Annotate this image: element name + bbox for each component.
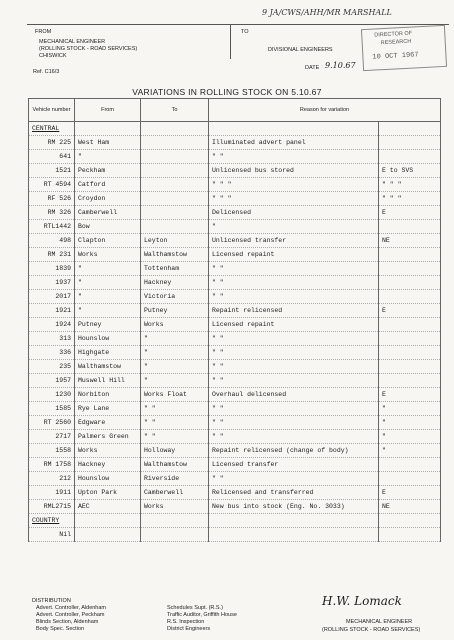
table-cell: [141, 178, 209, 192]
table-cell: ": [141, 332, 209, 346]
table-cell: Peckham: [75, 164, 141, 178]
table-cell: Catford: [75, 178, 141, 192]
table-cell: [75, 514, 141, 528]
table-row: [29, 136, 441, 150]
table-row: [29, 262, 441, 276]
table-cell: ": [379, 416, 441, 430]
table-row: [29, 402, 441, 416]
table-cell: Repaint relicensed: [209, 304, 379, 318]
table-cell: [75, 122, 141, 136]
table-row: [29, 248, 441, 262]
signatory-line-1: MECHANICAL ENGINEER: [346, 619, 413, 625]
table-cell: Edgware: [75, 416, 141, 430]
to-value: DIVISIONAL ENGINEERS: [268, 47, 333, 53]
table-cell: ": [75, 304, 141, 318]
table-cell: Unlicensed bus stored: [209, 164, 379, 178]
table-row: [29, 500, 441, 514]
table-cell: " ": [141, 402, 209, 416]
table-cell: [379, 332, 441, 346]
table-row: [29, 388, 441, 402]
table-cell: 1911: [29, 486, 75, 500]
table-cell: [379, 346, 441, 360]
table-cell: ": [141, 346, 209, 360]
table-row: [29, 528, 441, 542]
table-cell: [379, 472, 441, 486]
table-cell: NE: [379, 234, 441, 248]
table-cell: RM 326: [29, 206, 75, 220]
section-row: [29, 514, 441, 528]
signature: H.W. Lomack: [322, 594, 402, 608]
table-row: [29, 444, 441, 458]
table-cell: Rye Lane: [75, 402, 141, 416]
table-cell: RM 225: [29, 136, 75, 150]
table-cell: 1585: [29, 402, 75, 416]
to-label: TO: [241, 29, 249, 35]
table-cell: RM 1758: [29, 458, 75, 472]
signatory-line-2: (ROLLING STOCK - ROAD SERVICES): [322, 627, 421, 633]
table-cell: Bow: [75, 220, 141, 234]
table-row: [29, 178, 441, 192]
table-cell: [379, 360, 441, 374]
table-cell: ": [75, 150, 141, 164]
table-cell: 313: [29, 332, 75, 346]
table-cell: E to SVS: [379, 164, 441, 178]
table-row: [29, 290, 441, 304]
stamp-line-1: DIRECTOR OF: [374, 30, 413, 39]
table-cell: 2717: [29, 430, 75, 444]
table-cell: [209, 514, 379, 528]
table-cell: [141, 136, 209, 150]
table-cell: [379, 122, 441, 136]
table-row: [29, 220, 441, 234]
table-cell: 1957: [29, 374, 75, 388]
table-cell: [141, 122, 209, 136]
table-cell: RTL1442: [29, 220, 75, 234]
table-cell: [379, 150, 441, 164]
table-cell: 1230: [29, 388, 75, 402]
table-row: [29, 192, 441, 206]
table-row: [29, 416, 441, 430]
table-row: [29, 206, 441, 220]
stamp-date: 10 OCT 1967: [372, 51, 419, 62]
table-cell: ": [141, 374, 209, 388]
table-cell: RT 4594: [29, 178, 75, 192]
table-cell: [379, 262, 441, 276]
distribution-item: R.S. Inspection: [167, 619, 205, 625]
table-cell: 1558: [29, 444, 75, 458]
date-label: DATE: [305, 65, 320, 71]
table-cell: Putney: [141, 304, 209, 318]
table-cell: Delicensed: [209, 206, 379, 220]
table-cell: New bus into stock (Eng. No. 3033): [209, 500, 379, 514]
table-cell: AEC: [75, 500, 141, 514]
from-label: FROM: [35, 29, 52, 35]
table-cell: [379, 220, 441, 234]
table-cell: Muswell Hill: [75, 374, 141, 388]
from-line-2: (ROLLING STOCK - ROAD SERVICES): [39, 46, 138, 52]
handwritten-distribution: 9 JA/CWS/AHH/MR MARSHALL: [262, 8, 392, 17]
table-cell: " ": [209, 472, 379, 486]
table-cell: " ": [209, 402, 379, 416]
table-cell: [141, 514, 209, 528]
table-cell: ": [379, 430, 441, 444]
table-cell: [379, 514, 441, 528]
table-cell: E: [379, 486, 441, 500]
from-line-1: MECHANICAL ENGINEER: [39, 39, 106, 45]
table-cell: " ": [209, 332, 379, 346]
table-cell: " ": [209, 346, 379, 360]
distribution-item: District Engineers: [167, 626, 211, 632]
table-cell: RM 231: [29, 248, 75, 262]
table-header-row: [29, 99, 441, 122]
distribution-item: Traffic Auditor, Griffith House: [167, 612, 237, 618]
table-cell: Hounslow: [75, 472, 141, 486]
table-cell: Illuminated advert panel: [209, 136, 379, 150]
table-row: [29, 276, 441, 290]
table-cell: [209, 528, 379, 542]
table-cell: 641: [29, 150, 75, 164]
table-cell: ": [75, 276, 141, 290]
table-cell: 336: [29, 346, 75, 360]
table-cell: " ": [209, 150, 379, 164]
table-cell: " ": [209, 262, 379, 276]
table-cell: 1839: [29, 262, 75, 276]
table-cell: 1924: [29, 318, 75, 332]
date-value: 9.10.67: [325, 61, 356, 70]
table-cell: [379, 528, 441, 542]
table-cell: Hackney: [141, 276, 209, 290]
table-cell: Works: [141, 318, 209, 332]
table-cell: ": [209, 220, 379, 234]
col-header-from: From: [75, 99, 141, 122]
variations-table: [28, 98, 441, 542]
table-cell: 235: [29, 360, 75, 374]
table-cell: West Ham: [75, 136, 141, 150]
distribution-item: Advert. Controller, Peckham: [36, 612, 105, 618]
table-cell: " " ": [379, 178, 441, 192]
table-row: [29, 318, 441, 332]
table-cell: Works Float: [141, 388, 209, 402]
table-cell: E: [379, 304, 441, 318]
table-cell: [379, 290, 441, 304]
table-cell: NE: [379, 500, 441, 514]
distribution-item: Advert. Controller, Aldenham: [36, 605, 107, 611]
table-cell: Clapton: [75, 234, 141, 248]
distribution-label: DISTRIBUTION: [32, 598, 71, 604]
table-cell: Nil: [29, 528, 75, 542]
table-cell: [75, 528, 141, 542]
table-row: [29, 304, 441, 318]
table-cell: Works: [75, 248, 141, 262]
table-row: [29, 332, 441, 346]
table-cell: Victoria: [141, 290, 209, 304]
table-cell: ": [141, 360, 209, 374]
table-cell: [141, 192, 209, 206]
table-row: [29, 486, 441, 500]
table-cell: " ": [209, 276, 379, 290]
stamp-line-2: RESEARCH: [380, 38, 412, 47]
table-cell: [379, 276, 441, 290]
table-cell: RF 526: [29, 192, 75, 206]
table-row: [29, 430, 441, 444]
table-cell: " " ": [379, 192, 441, 206]
distribution-item: Body Spec. Section: [36, 626, 85, 632]
table-cell: " ": [209, 430, 379, 444]
table-cell: [379, 136, 441, 150]
table-cell: Works: [75, 444, 141, 458]
distribution-item: Schedules Supt. (R.S.): [167, 605, 223, 611]
table-cell: 498: [29, 234, 75, 248]
received-stamp: [361, 25, 447, 71]
table-cell: Licensed repaint: [209, 318, 379, 332]
table-cell: Camberwell: [75, 206, 141, 220]
table-cell: Relicensed and transferred: [209, 486, 379, 500]
table-cell: 1921: [29, 304, 75, 318]
table-row: [29, 360, 441, 374]
section-row: [29, 122, 441, 136]
table-cell: Putney: [75, 318, 141, 332]
table-cell: [379, 248, 441, 262]
table-row: [29, 234, 441, 248]
table-row: [29, 164, 441, 178]
table-cell: ": [75, 290, 141, 304]
table-cell: RT 2560: [29, 416, 75, 430]
table-cell: [379, 458, 441, 472]
table-cell: E: [379, 206, 441, 220]
table-cell: Riverside: [141, 472, 209, 486]
table-cell: 1937: [29, 276, 75, 290]
table-cell: Hounslow: [75, 332, 141, 346]
from-line-3: CHISWICK: [39, 53, 67, 59]
col-header-to: To: [141, 99, 209, 122]
document-title: VARIATIONS IN ROLLING STOCK ON 5.10.67: [132, 87, 322, 97]
table-cell: Upton Park: [75, 486, 141, 500]
table-cell: " ": [141, 416, 209, 430]
table-cell: Works: [141, 500, 209, 514]
table-cell: Walthamstow: [141, 458, 209, 472]
table-cell: Hackney: [75, 458, 141, 472]
distribution-item: Blinds Section, Aldenham: [36, 619, 99, 625]
table-cell: " " ": [209, 178, 379, 192]
reference: Ref. C16/3: [33, 69, 60, 75]
table-row: [29, 150, 441, 164]
section-label: COUNTRY: [29, 514, 75, 528]
table-cell: [379, 318, 441, 332]
table-cell: Highgate: [75, 346, 141, 360]
table-cell: Repaint relicensed (change of body): [209, 444, 379, 458]
table-cell: " ": [209, 360, 379, 374]
table-cell: Licensed transfer: [209, 458, 379, 472]
table-cell: [141, 150, 209, 164]
table-cell: Norbiton: [75, 388, 141, 402]
table-cell: Holloway: [141, 444, 209, 458]
table-cell: ": [75, 262, 141, 276]
table-cell: RML2715: [29, 500, 75, 514]
table-cell: ": [379, 402, 441, 416]
table-row: [29, 458, 441, 472]
table-cell: [141, 528, 209, 542]
table-cell: " ": [209, 290, 379, 304]
table-cell: [209, 122, 379, 136]
col-header-vehicle: Vehicle number: [29, 99, 75, 122]
table-cell: " " ": [209, 192, 379, 206]
table-cell: " ": [141, 430, 209, 444]
table-cell: Croydon: [75, 192, 141, 206]
table-cell: 2017: [29, 290, 75, 304]
table-cell: Licensed repaint: [209, 248, 379, 262]
table-cell: " ": [209, 374, 379, 388]
table-cell: Unlicensed transfer: [209, 234, 379, 248]
section-label: CENTRAL: [29, 122, 75, 136]
table-cell: Tottenham: [141, 262, 209, 276]
table-cell: Overhaul delicensed: [209, 388, 379, 402]
table-cell: [379, 374, 441, 388]
table-cell: ": [379, 444, 441, 458]
table-cell: " ": [209, 416, 379, 430]
table-cell: Camberwell: [141, 486, 209, 500]
table-cell: Leyton: [141, 234, 209, 248]
table-cell: Walthamstow: [141, 248, 209, 262]
table-cell: Walthamstow: [75, 360, 141, 374]
table-row: [29, 346, 441, 360]
col-header-reason: Reason for variation: [209, 99, 441, 122]
table-cell: [141, 220, 209, 234]
table-row: [29, 472, 441, 486]
table-cell: E: [379, 388, 441, 402]
table-row: [29, 374, 441, 388]
table-cell: [141, 164, 209, 178]
table-cell: 212: [29, 472, 75, 486]
table-cell: [141, 206, 209, 220]
table-cell: Palmers Green: [75, 430, 141, 444]
table-cell: 1521: [29, 164, 75, 178]
